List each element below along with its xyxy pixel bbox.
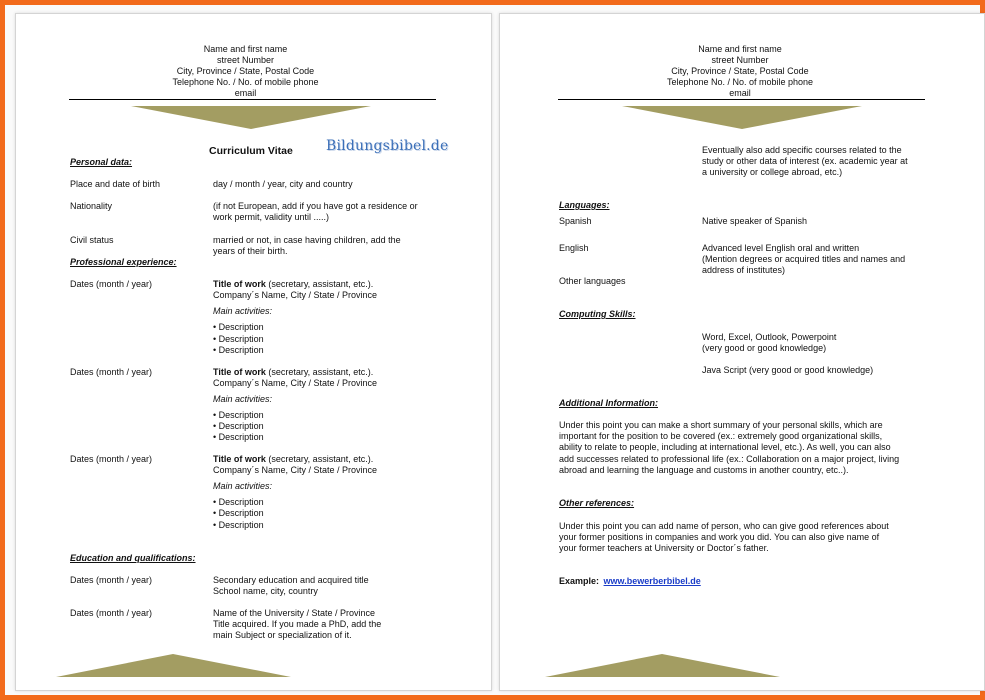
exp3-item-2: • Description: [213, 508, 264, 518]
exp2-item-2: • Description: [213, 421, 264, 431]
value-english-2: (Mention degrees or acquired titles and names and: [702, 254, 906, 264]
header-line-email: email: [729, 88, 751, 98]
header-divider: [558, 99, 925, 100]
decorative-triangle-bottom: [545, 654, 780, 678]
decorative-triangle-top: [131, 106, 371, 130]
cv-page-2: [499, 13, 985, 691]
exp2-dates: Dates (month / year): [70, 367, 153, 377]
additional-line-2: important for the position to be covered (ex.: extremely good organizational skills,: [559, 431, 883, 441]
contact-header: [15, 44, 491, 99]
additional-line-3: ability to relate to people, including at international level, etc.). As well, you can also: [559, 442, 891, 452]
exp2-item-3: • Description: [213, 432, 264, 442]
section-professional-experience: Professional experience:: [70, 257, 177, 267]
decorative-triangle-bottom: [56, 654, 291, 678]
cv-title: Curriculum Vitae: [209, 145, 293, 157]
computing-line-3: Java Script (very good or good knowledge): [702, 365, 874, 375]
edu2-line-1: Name of the University / State / Province: [213, 608, 376, 618]
edu2-line-2: Title acquired. If you made a PhD, add the: [213, 619, 382, 629]
cv-page-1: [15, 13, 492, 691]
header-line-phone: Telephone No. / No. of mobile phone: [172, 77, 319, 87]
header-line-city: City, Province / State, Postal Code: [176, 66, 315, 76]
label-civil-status: Civil status: [70, 235, 114, 245]
exp2-title-line: [213, 367, 373, 378]
header-line-email: email: [234, 88, 257, 98]
exp1-title-line: [213, 279, 373, 290]
computing-line-1: Word, Excel, Outlook, Powerpoint: [702, 332, 837, 342]
document-frame: [5, 5, 980, 695]
edu1-line-2: School name, city, country: [213, 586, 318, 596]
label-spanish: Spanish: [559, 216, 592, 226]
references-line-2: your former positions in companies and work you did. You can also give name of: [559, 532, 880, 542]
exp2-title-rest: (secretary, assistant, etc.).: [265, 367, 374, 377]
exp1-title-rest: (secretary, assistant, etc.).: [265, 279, 374, 289]
header-line-street: street Number: [216, 55, 275, 65]
exp3-item-1: • Description: [213, 497, 264, 507]
edu1-line-1: Secondary education and acquired title: [213, 575, 369, 585]
exp1-title: Title of work: [213, 279, 266, 289]
label-nationality: Nationality: [70, 201, 113, 211]
exp1-item-1: • Description: [213, 322, 264, 332]
decorative-triangle-top: [622, 106, 862, 130]
value-nationality-2: work permit, validity until .....): [213, 212, 330, 222]
section-education: Education and qualifications:: [70, 553, 196, 563]
value-english-1: Advanced level English oral and written: [702, 243, 860, 253]
exp2-title: Title of work: [213, 367, 266, 377]
edu2-dates: Dates (month / year): [70, 608, 153, 618]
exp1-dates: Dates (month / year): [70, 279, 153, 289]
header-line-name: Name and first name: [698, 44, 782, 54]
exp3-title-rest: (secretary, assistant, etc.).: [265, 454, 374, 464]
exp1-item-2: • Description: [213, 334, 264, 344]
references-line-3: your former teachers at University or Doctor´s father.: [559, 543, 769, 553]
section-additional-information: Additional Information:: [559, 398, 658, 408]
value-spanish: Native speaker of Spanish: [702, 216, 808, 226]
exp2-company: Company´s Name, City / State / Province: [213, 378, 378, 388]
intro-line-2: study or other data of interest (ex. academic year at: [702, 156, 908, 166]
exp3-company: Company´s Name, City / State / Province: [213, 465, 378, 475]
additional-line-1: Under this point you can make a short summary of your personal skills, which are: [559, 420, 883, 430]
section-other-references: Other references:: [559, 498, 635, 508]
exp1-item-3: • Description: [213, 345, 264, 355]
exp1-company: Company´s Name, City / State / Province: [213, 290, 378, 300]
label-birth: Place and date of birth: [70, 179, 161, 189]
header-line-phone: Telephone No. / No. of mobile phone: [666, 77, 814, 87]
references-line-1: Under this point you can add name of person, who can give good references about: [559, 521, 889, 531]
value-civil-status-1: married or not, in case having children, add the: [213, 235, 401, 245]
value-english-3: address of institutes): [702, 265, 786, 275]
value-civil-status-2: years of their birth.: [213, 246, 288, 256]
header-line-city: City, Province / State, Postal Code: [671, 66, 809, 76]
exp3-title-line: [213, 454, 373, 465]
example-label: Example:: [559, 576, 600, 586]
value-birth: day / month / year, city and country: [213, 179, 353, 189]
exp2-activities-label: Main activities:: [213, 394, 273, 404]
example-link[interactable]: www.bewerberbibel.de: [603, 576, 701, 586]
intro-line-3: a university or college abroad, etc.): [702, 167, 843, 177]
additional-line-5: abroad and learning the language and customs in another country, etc..).: [559, 465, 849, 475]
header-divider: [69, 99, 436, 100]
exp2-item-1: • Description: [213, 410, 264, 420]
intro-line-1: Eventually also add specific courses related to the: [702, 145, 902, 155]
header-line-street: street Number: [711, 55, 769, 65]
exp3-item-3: • Description: [213, 520, 264, 530]
section-computing-skills: Computing Skills:: [559, 309, 636, 319]
example-line: [559, 576, 701, 587]
brand-logo: Bildungsbibel.de: [326, 138, 449, 154]
edu2-line-3: main Subject or specialization of it.: [213, 630, 352, 640]
exp3-dates: Dates (month / year): [70, 454, 153, 464]
exp3-activities-label: Main activities:: [213, 481, 273, 491]
exp3-title: Title of work: [213, 454, 266, 464]
section-personal-data: Personal data:: [70, 157, 133, 167]
computing-line-2: (very good or good knowledge): [702, 343, 827, 353]
value-nationality-1: (if not European, add if you have got a residence or: [213, 201, 418, 211]
edu1-dates: Dates (month / year): [70, 575, 153, 585]
section-languages: Languages:: [559, 200, 610, 210]
contact-header-2: [499, 44, 984, 99]
exp1-activities-label: Main activities:: [213, 306, 273, 316]
label-other-languages: Other languages: [559, 276, 626, 286]
additional-line-4: add successes related to professional life (ex.: Collaboration on a major project, living: [559, 454, 900, 464]
header-line-name: Name and first name: [203, 44, 288, 54]
label-english: English: [559, 243, 589, 253]
